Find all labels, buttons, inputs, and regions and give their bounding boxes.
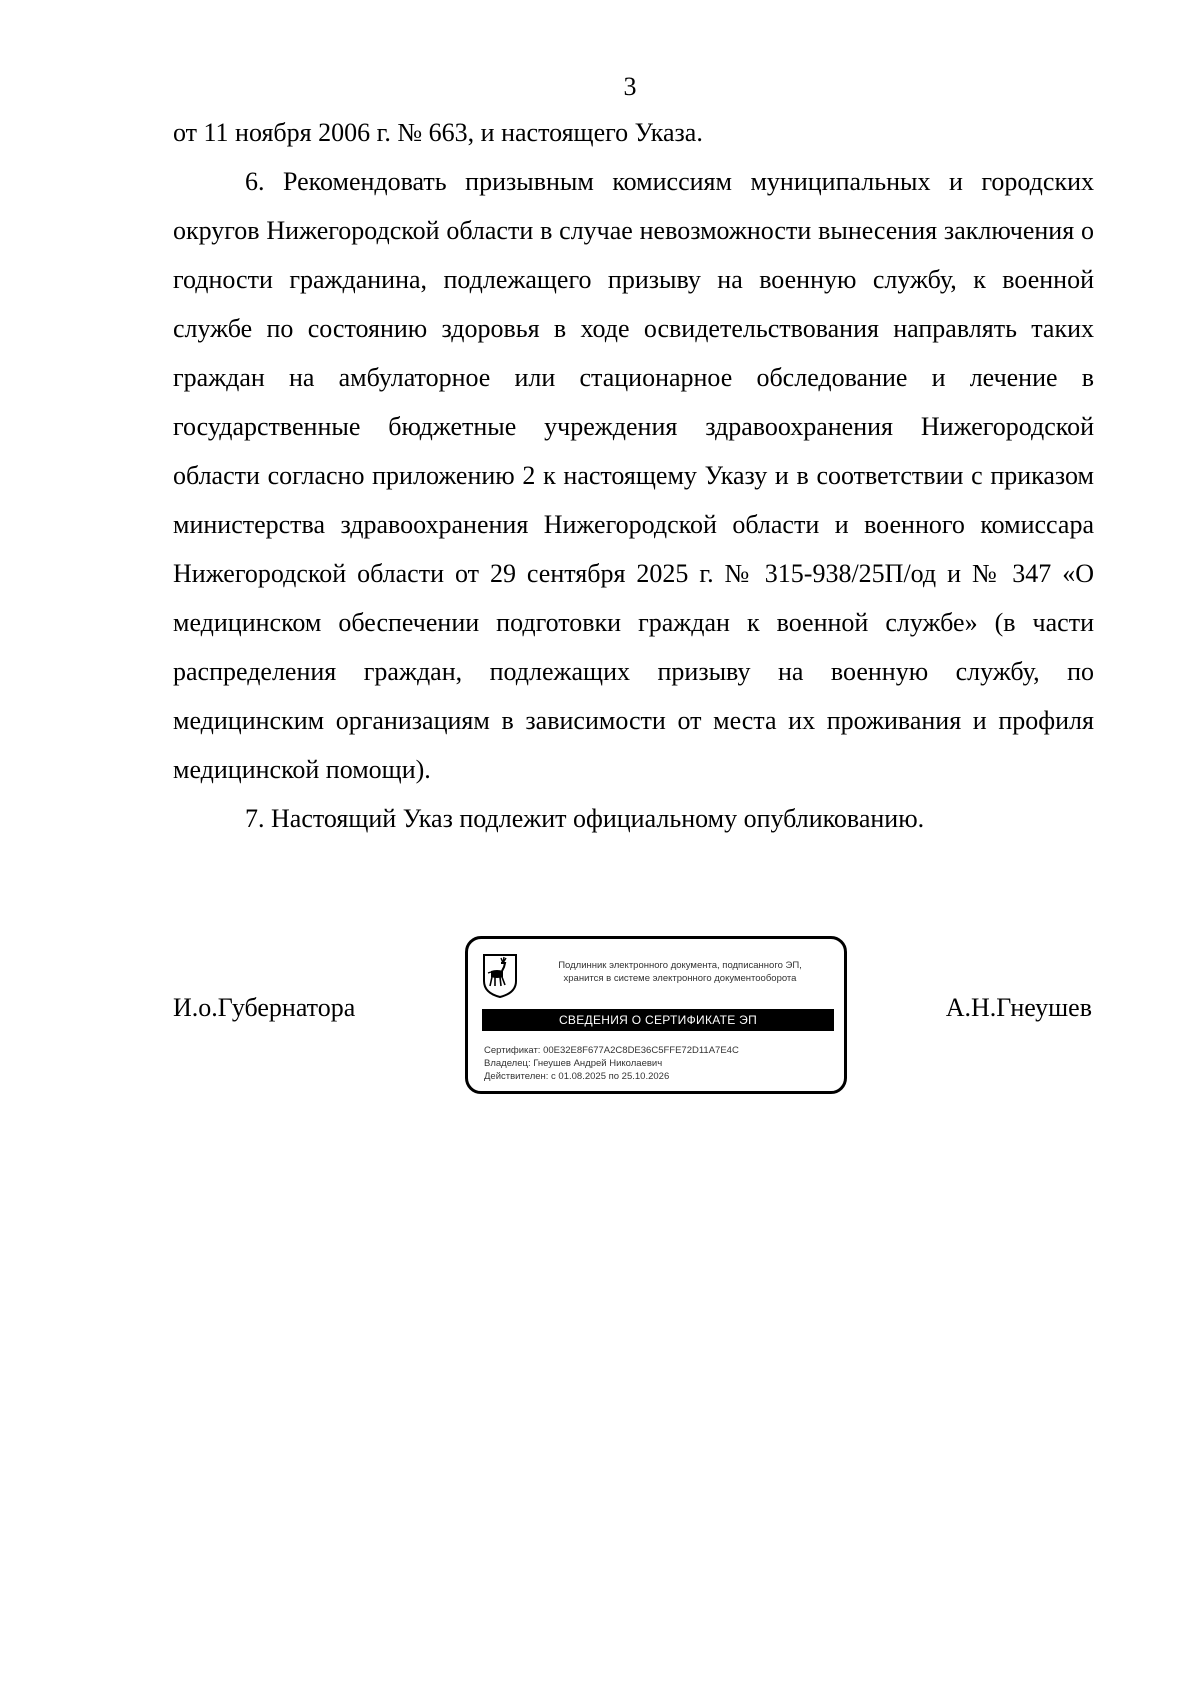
electronic-signature-stamp	[465, 936, 847, 1094]
stamp-note-line-1: Подлинник электронного документа, подписанного ЭП,	[558, 960, 802, 971]
stamp-note	[530, 959, 830, 985]
certificate-details	[484, 1044, 834, 1083]
paragraph-lead: от 11 ноября 2006 г. № 663, и настоящего Указа.	[173, 118, 703, 147]
page-number: 3	[623, 72, 637, 101]
document-body	[173, 108, 1094, 843]
certificate-number: Сертификат: 00E32E8F677A2C8DE36C5FFE72D11A7E4C	[484, 1045, 739, 1056]
signatory-name: А.Н.Гнеушев	[945, 993, 1092, 1022]
certificate-validity: Действителен: с 01.08.2025 по 25.10.2026	[484, 1071, 670, 1082]
signatory-title: И.о.Губернатора	[173, 993, 356, 1022]
paragraph-item-6: 6. Рекомендовать призывным комиссиям муниципальных и городских округов Нижегородской области в случае невозможности вынесения заключения о годности гражданина, подлежащего призыву на военную службу, к военной службе по состоянию здоровья в ходе освидетельствования направлять таких граждан на амбулаторное или стационарное обследование и лечение в государственные бюджетные учреждения здравоохранения Нижегородской области согласно приложению 2 к настоящему Указу и в соответствии с приказом министерства здравоохранения Нижегородской области и военного комиссара Нижегородской области от 29 сентября 2025 г. № 315-938/25П/од и № 347 «О медицинском обеспечении подготовки граждан к военной службе» (в части распределения граждан, подлежащих призыву на военную службу, по медицинским организациям в зависимости от места их проживания и профиля медицинской помощи).	[173, 167, 1094, 784]
certificate-banner: СВЕДЕНИЯ О СЕРТИФИКАТЕ ЭП	[482, 1009, 834, 1031]
certificate-owner: Владелец: Гнеушев Андрей Николаевич	[484, 1058, 663, 1069]
paragraph-item-7: 7. Настоящий Указ подлежит официальному опубликованию.	[245, 804, 925, 833]
stamp-note-line-2: хранится в системе электронного документооборота	[563, 973, 797, 984]
nizhny-novgorod-deer-emblem-icon	[482, 953, 518, 999]
